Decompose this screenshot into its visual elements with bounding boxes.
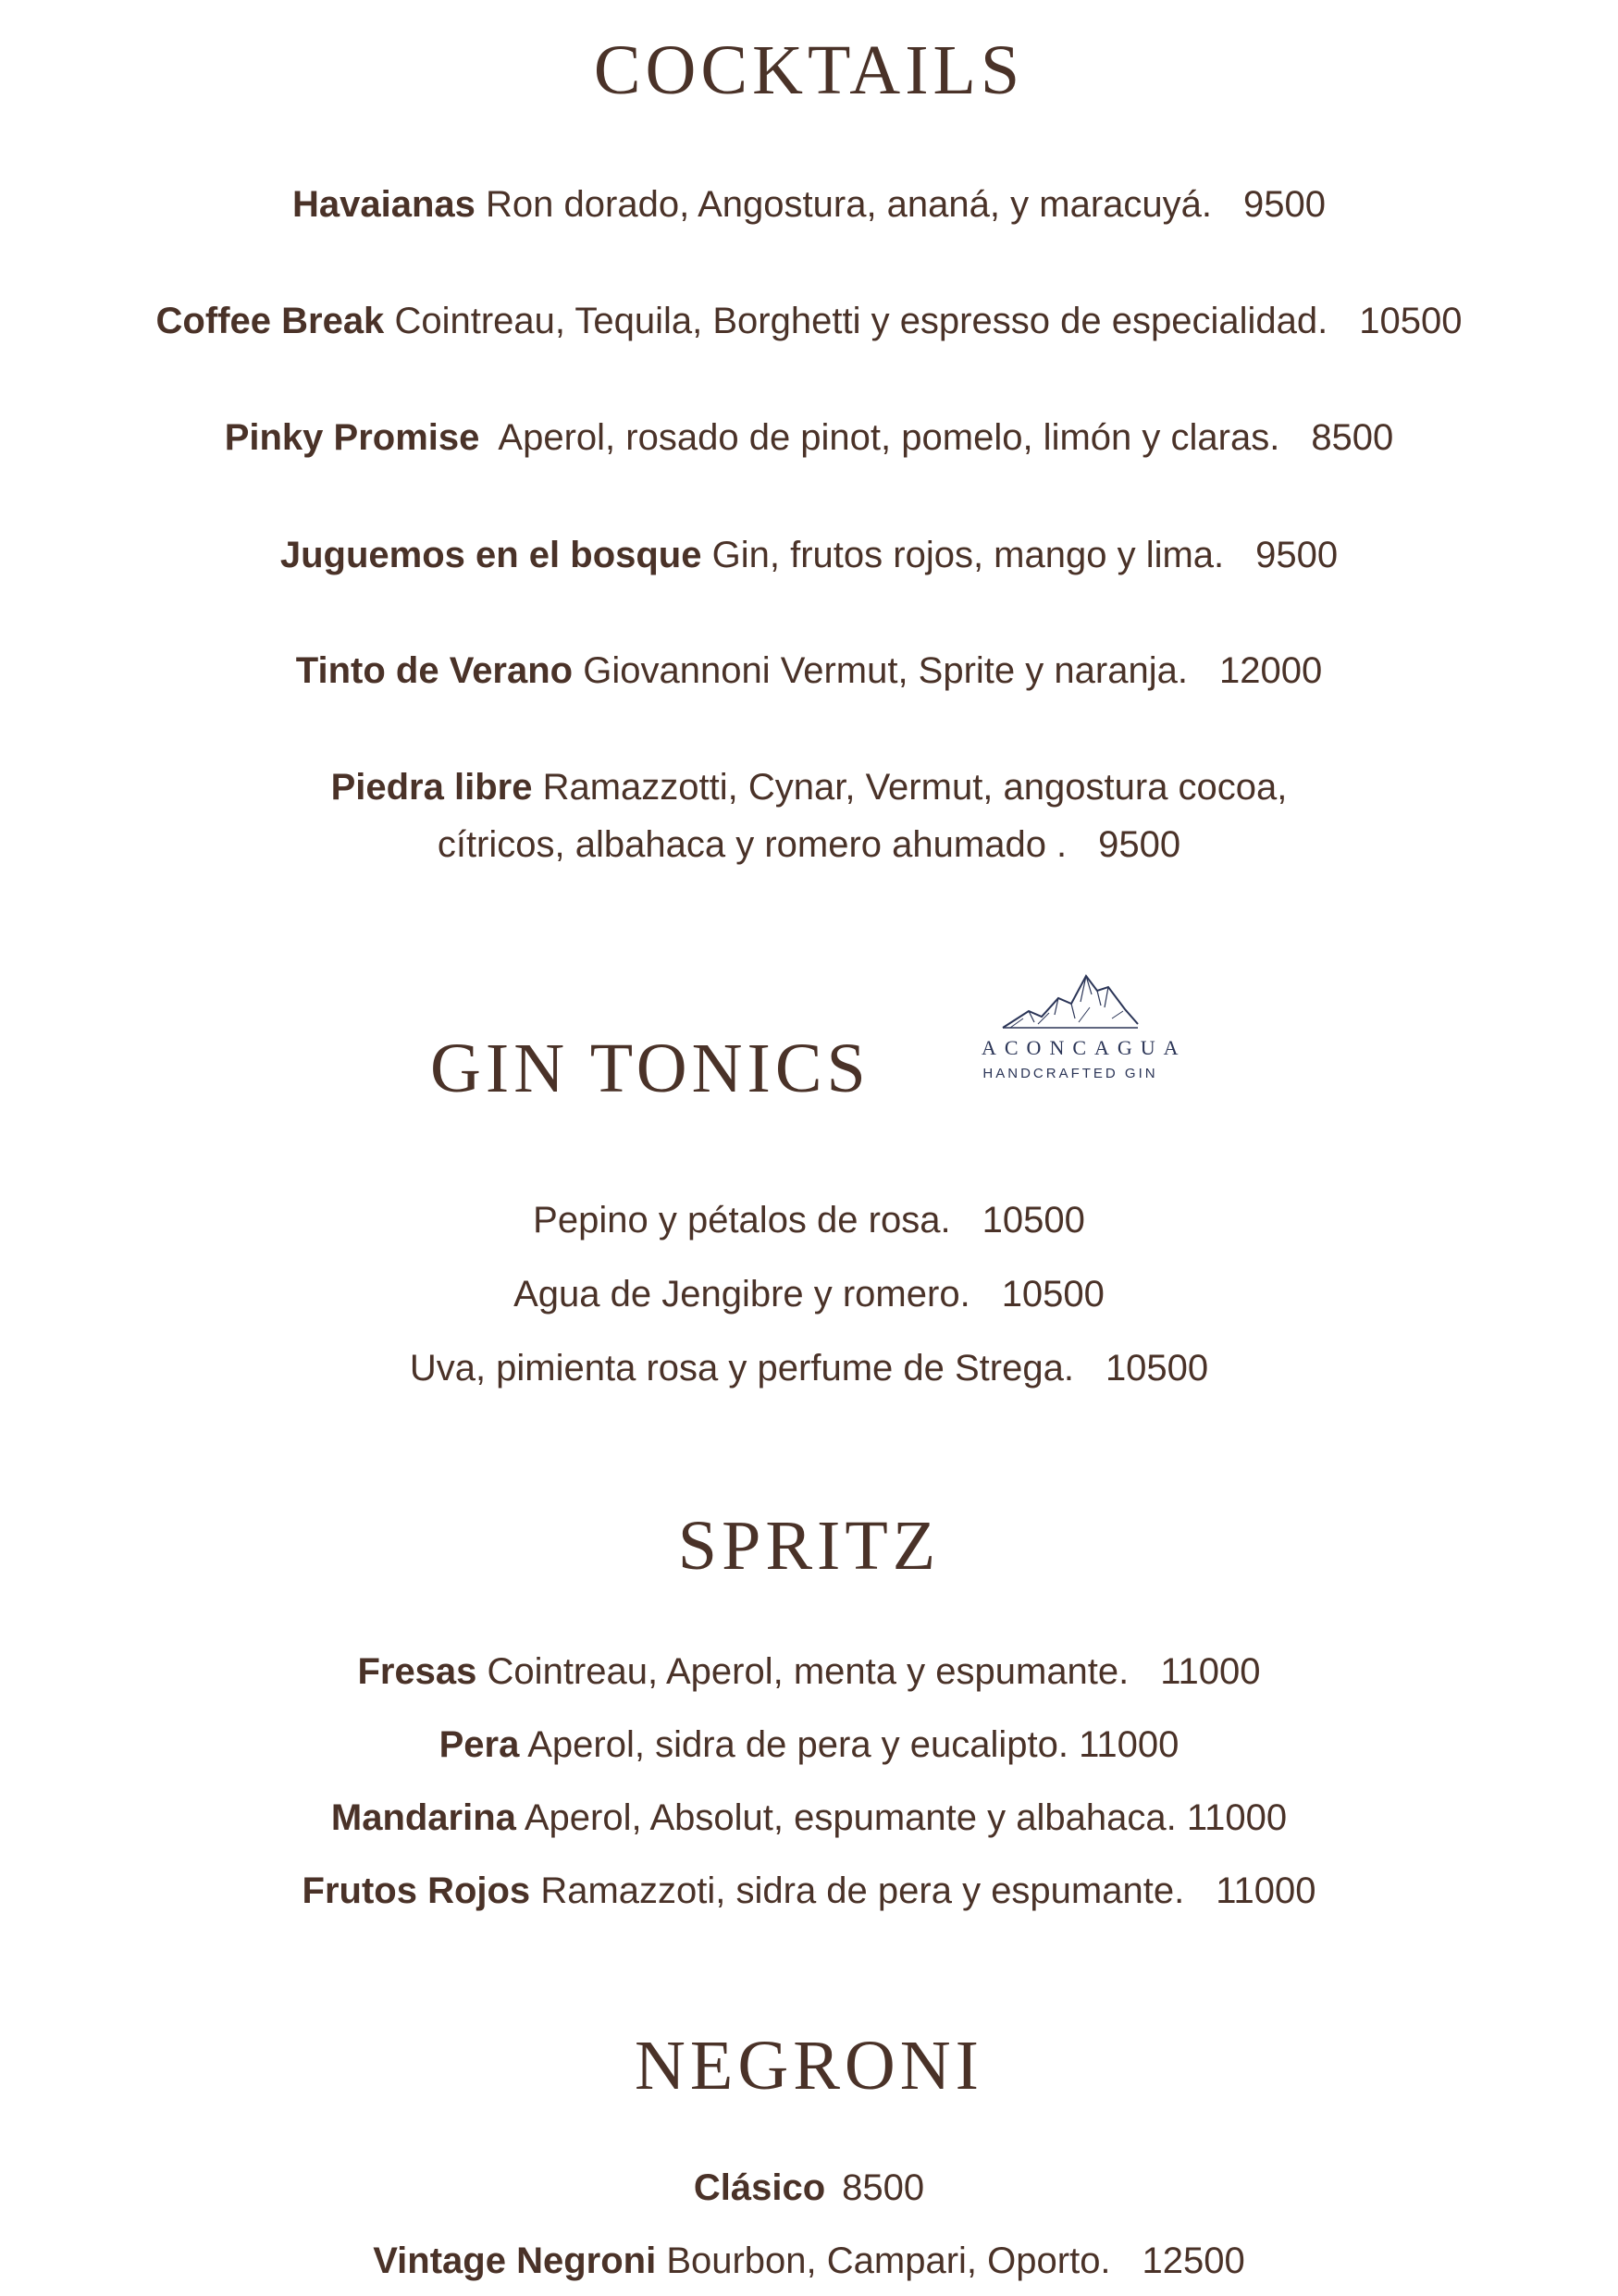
gin-tonics-title: GIN TONICS [430,1030,871,1107]
item-name: Tinto de Verano [295,650,574,691]
item-price: 10500 [1001,1274,1105,1315]
item-desc: Ramazzotti, Cynar, Vermut, angostura cocoa, [542,767,1288,808]
menu-item-pinky-promise [0,419,1618,456]
item-name: Pera [438,1724,520,1765]
item-price: 12500 [1142,2240,1245,2281]
item-desc: Agua de Jengibre y romero. [513,1274,970,1315]
menu-item-piedra-libre [0,769,1618,806]
gin-item-uva [0,1350,1618,1387]
item-desc: Ron dorado, Angostura, ananá, y maracuyá. [486,184,1212,225]
menu-item-juguemos-en-el-bosque [0,537,1618,574]
negroni-item-clasico [0,2169,1618,2206]
negroni-item-vintage [0,2242,1618,2279]
item-desc: Giovannoni Vermut, Sprite y naranja. [583,650,1188,691]
item-price: 11000 [1160,1651,1261,1692]
item-desc: Bourbon, Campari, Oporto. [666,2240,1111,2281]
item-price: 10500 [1359,301,1463,341]
spritz-title: SPRITZ [677,1507,941,1585]
item-price: 9500 [1243,184,1326,225]
item-name: Clásico [693,2167,826,2208]
item-price: 8500 [842,2167,925,2208]
item-desc: Gin, frutos rojos, mango y lima. [711,535,1225,575]
item-price: 8500 [1311,417,1394,458]
gin-item-jengibre [0,1276,1618,1313]
mountain-icon [1001,967,1140,1030]
spritz-item-pera [0,1726,1618,1763]
item-name: Coffee Break [155,301,385,341]
item-desc: Aperol, sidra de pera y eucalipto. 11000 [527,1724,1180,1765]
negroni-title: NEGRONI [635,2027,983,2105]
item-name: Fresas [357,1651,477,1692]
item-price: 11000 [1216,1870,1316,1911]
item-price: 10500 [982,1200,1085,1241]
item-name: Frutos Rojos [302,1870,531,1911]
aconcagua-logo [973,967,1187,1081]
item-price: 10500 [1105,1348,1209,1389]
item-name: Havaianas [292,184,476,225]
menu-item-coffee-break [0,302,1618,339]
menu-item-piedra-libre-cont [0,826,1618,863]
item-desc-line2: cítricos, albahaca y romero ahumado . [437,824,1068,865]
item-name: Vintage Negroni [373,2240,657,2281]
item-desc: Aperol, rosado de pinot, pomelo, limón y claras. [498,417,1280,458]
spritz-item-frutos-rojos [0,1872,1618,1909]
item-desc: Pepino y pétalos de rosa. [533,1200,951,1241]
item-name: Pinky Promise [224,417,480,458]
item-desc: Uva, pimienta rosa y perfume de Strega. [409,1348,1074,1389]
menu-item-tinto-de-verano [0,652,1618,689]
item-desc: Cointreau, Tequila, Borghetti y espresso de especialidad. [394,301,1328,341]
gin-item-pepino [0,1202,1618,1239]
item-desc: Cointreau, Aperol, menta y espumante. [487,1651,1130,1692]
item-name: Mandarina [330,1797,516,1838]
cocktails-title: COCKTAILS [593,31,1025,109]
item-price: 9500 [1098,824,1181,865]
spritz-item-mandarina [0,1799,1618,1836]
item-name: Juguemos en el bosque [279,535,702,575]
spritz-item-fresas [0,1653,1618,1690]
item-desc: Aperol, Absolut, espumante y albahaca. 11000 [524,1797,1288,1838]
item-desc: Ramazzoti, sidra de pera y espumante. [540,1870,1185,1911]
menu-item-havaianas [0,186,1618,223]
logo-name: ACONCAGUA [982,1036,1187,1059]
item-name: Piedra libre [330,767,533,808]
item-price: 12000 [1218,650,1323,691]
logo-subtitle: HANDCRAFTED GIN [982,1066,1158,1081]
item-price: 9500 [1255,535,1339,575]
